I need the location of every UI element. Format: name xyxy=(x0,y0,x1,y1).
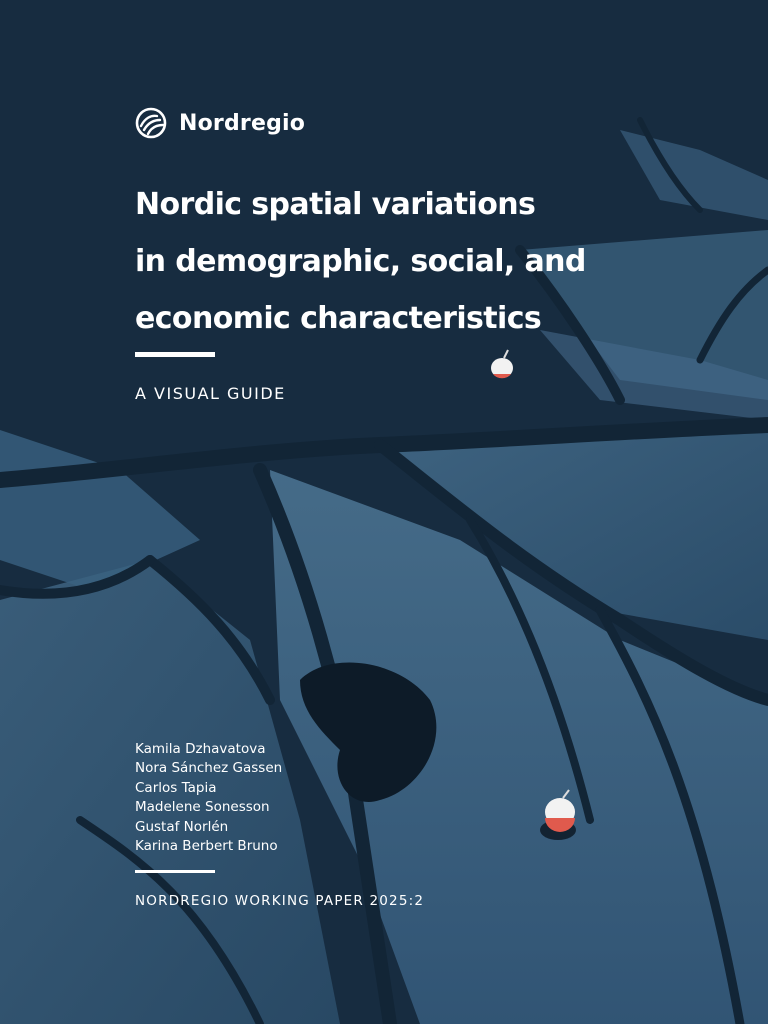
author-name: Nora Sánchez Gassen xyxy=(135,760,283,777)
title-line-3: economic characteristics xyxy=(135,301,542,336)
title-line-2: in demographic, social, and xyxy=(135,244,586,279)
title-line-1: Nordic spatial variations xyxy=(135,187,536,222)
author-list xyxy=(135,740,282,856)
series-label: NORDREGIO WORKING PAPER 2025:2 xyxy=(135,893,425,909)
title-divider xyxy=(135,352,215,357)
author-name: Madelene Sonesson xyxy=(135,799,270,816)
subtitle: A VISUAL GUIDE xyxy=(135,384,286,403)
author-name: Gustaf Norlén xyxy=(135,818,229,835)
author-name: Kamila Dzhavatova xyxy=(135,741,266,757)
brand-logo xyxy=(135,106,305,140)
author-name: Carlos Tapia xyxy=(135,779,217,796)
page-title xyxy=(135,176,695,347)
author-name: Karina Berbert Bruno xyxy=(135,838,278,855)
series-divider xyxy=(135,870,215,873)
brand-name: Nordregio xyxy=(179,110,306,136)
nordregio-swoosh-icon xyxy=(135,107,167,139)
